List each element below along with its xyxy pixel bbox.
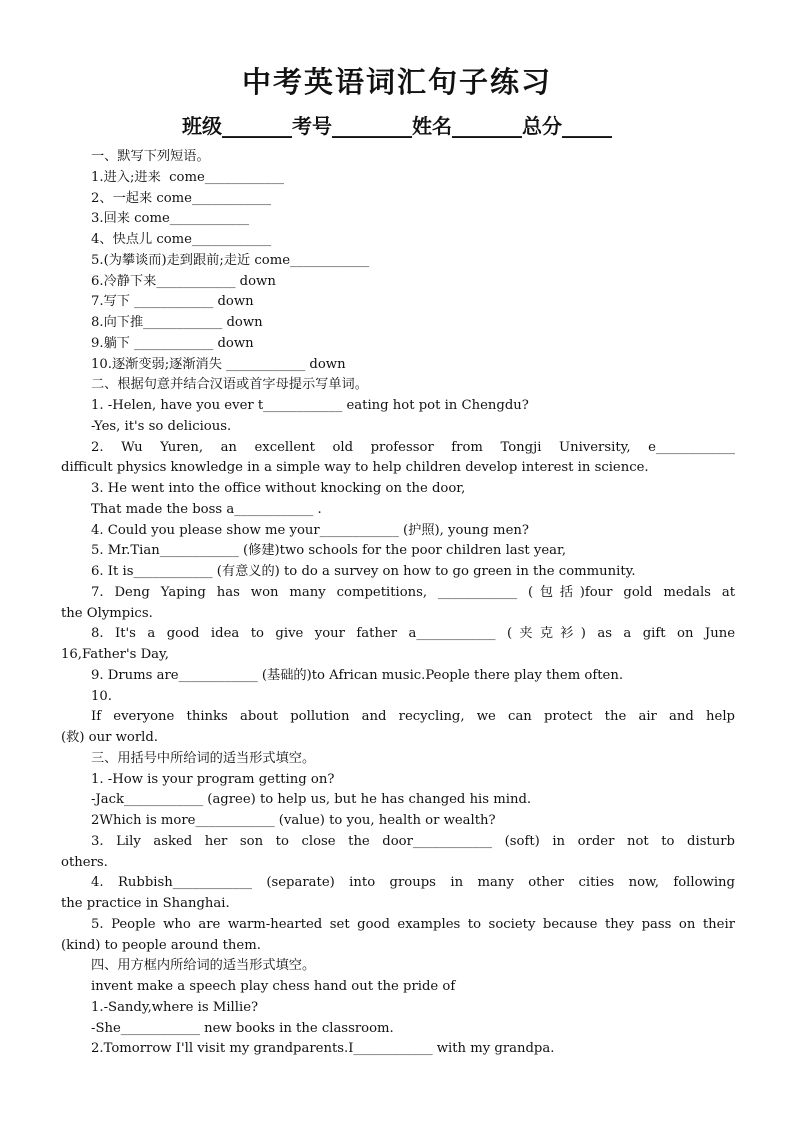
exercise-line: 4、快点儿 come____________ — [91, 232, 272, 247]
exercise-line: 7.写下 ____________ down — [91, 294, 254, 310]
exercise-line: 1.进入;进来 come____________ — [91, 169, 284, 185]
section-heading: 一、默写下列短语。 — [91, 149, 210, 164]
exercise-line: 9. Drums are____________ (基础的)to African music.People there play them often. — [91, 667, 624, 683]
exercise-line: 8.向下推____________ down — [91, 315, 263, 330]
exercise-line-continued: others. — [61, 854, 108, 870]
exercise-line: 7. Deng Yaping has won many competitions, ____________ (包括)four gold medals at — [91, 584, 735, 600]
exercise-line: 9.躺下 ____________ down — [91, 335, 254, 351]
exercise-line: -Jack____________ (agree) to help us, but he has changed his mind. — [91, 792, 532, 808]
exercise-line-continued: the practice in Shanghai. — [61, 896, 230, 911]
exercise-line: 2.Tomorrow I'll visit my grandparents.I____________ with my grandpa. — [91, 1041, 555, 1057]
exercise-line: 6. It is____________ (有意义的) to do a survey on how to go green in the community. — [91, 564, 636, 579]
exercise-line: 4. Rubbish____________ (separate) into groups in many other cities now, following — [91, 875, 735, 891]
student-info-line: 班级_______考号________姓名_______总分_____ — [182, 114, 612, 138]
exercise-line-continued: 16,Father's Day, — [61, 647, 169, 662]
exercise-line: 3. Lily asked her son to close the door____________ (soft) in order not to disturb — [91, 833, 735, 849]
exercise-line: 2、一起来 come____________ — [91, 190, 272, 206]
exercise-line: 10. — [91, 688, 112, 704]
exercise-line: If everyone thinks about pollution and recycling, we can protect the air and help — [91, 709, 735, 725]
exercise-line-continued: (kind) to people around them. — [61, 937, 261, 953]
exercise-line: 6.冷静下来____________ down — [91, 273, 276, 289]
exercise-line: That made the boss a____________ . — [91, 501, 322, 517]
exercise-line: -She____________ new books in the classroom. — [91, 1020, 394, 1036]
section-heading: 三、用括号中所给词的适当形式填空。 — [91, 750, 316, 766]
exercise-line: 1. -How is your program getting on? — [91, 771, 335, 787]
exercise-line: 8. It's a good idea to give your father a____________ (夹克衫) as a gift on June — [91, 626, 735, 642]
exercise-line: 3.回来 come____________ — [91, 211, 249, 227]
exercise-line: 5. Mr.Tian____________ (修建)two schools for the poor children last year, — [91, 543, 567, 559]
exercise-line: 10.逐渐变弱;逐渐消失 ____________ down — [91, 356, 346, 372]
exercise-line-continued: (救) our world. — [61, 730, 158, 745]
exercise-line: 2Which is more____________ (value) to you, health or wealth? — [91, 813, 496, 828]
exercise-line: 5. People who are warm-hearted set good examples to society because they pass on their — [91, 916, 735, 932]
exercise-line: 3. He went into the office without knocking on the door, — [91, 481, 466, 496]
worksheet-body — [61, 147, 735, 1060]
exercise-line: -Yes, it's so delicious. — [91, 418, 232, 434]
exercise-line: 1. -Helen, have you ever t____________ eating hot pot in Chengdu? — [91, 398, 529, 413]
section-heading: 二、根据句意并结合汉语或首字母提示写单词。 — [91, 377, 368, 393]
exercise-line: 1.-Sandy,where is Millie? — [91, 999, 259, 1015]
exercise-line: 2. Wu Yuren, an excellent old professor from Tongji University, e____________ — [91, 439, 735, 455]
exercise-line: 4. Could you please show me your____________ (护照), young men? — [91, 522, 529, 538]
word-box-list: invent make a speech play chess hand out the pride of — [91, 979, 456, 994]
page-title: 中考英语词汇句子练习 — [241, 65, 552, 99]
exercise-line-continued: difficult physics knowledge in a simple way to help children develop interest in science. — [61, 460, 649, 476]
section-heading: 四、用方框内所给词的适当形式填空。 — [91, 958, 316, 974]
exercise-line-continued: the Olympics. — [61, 605, 153, 621]
exercise-line: 5.(为攀谈而)走到跟前;走近 come____________ — [91, 252, 370, 268]
